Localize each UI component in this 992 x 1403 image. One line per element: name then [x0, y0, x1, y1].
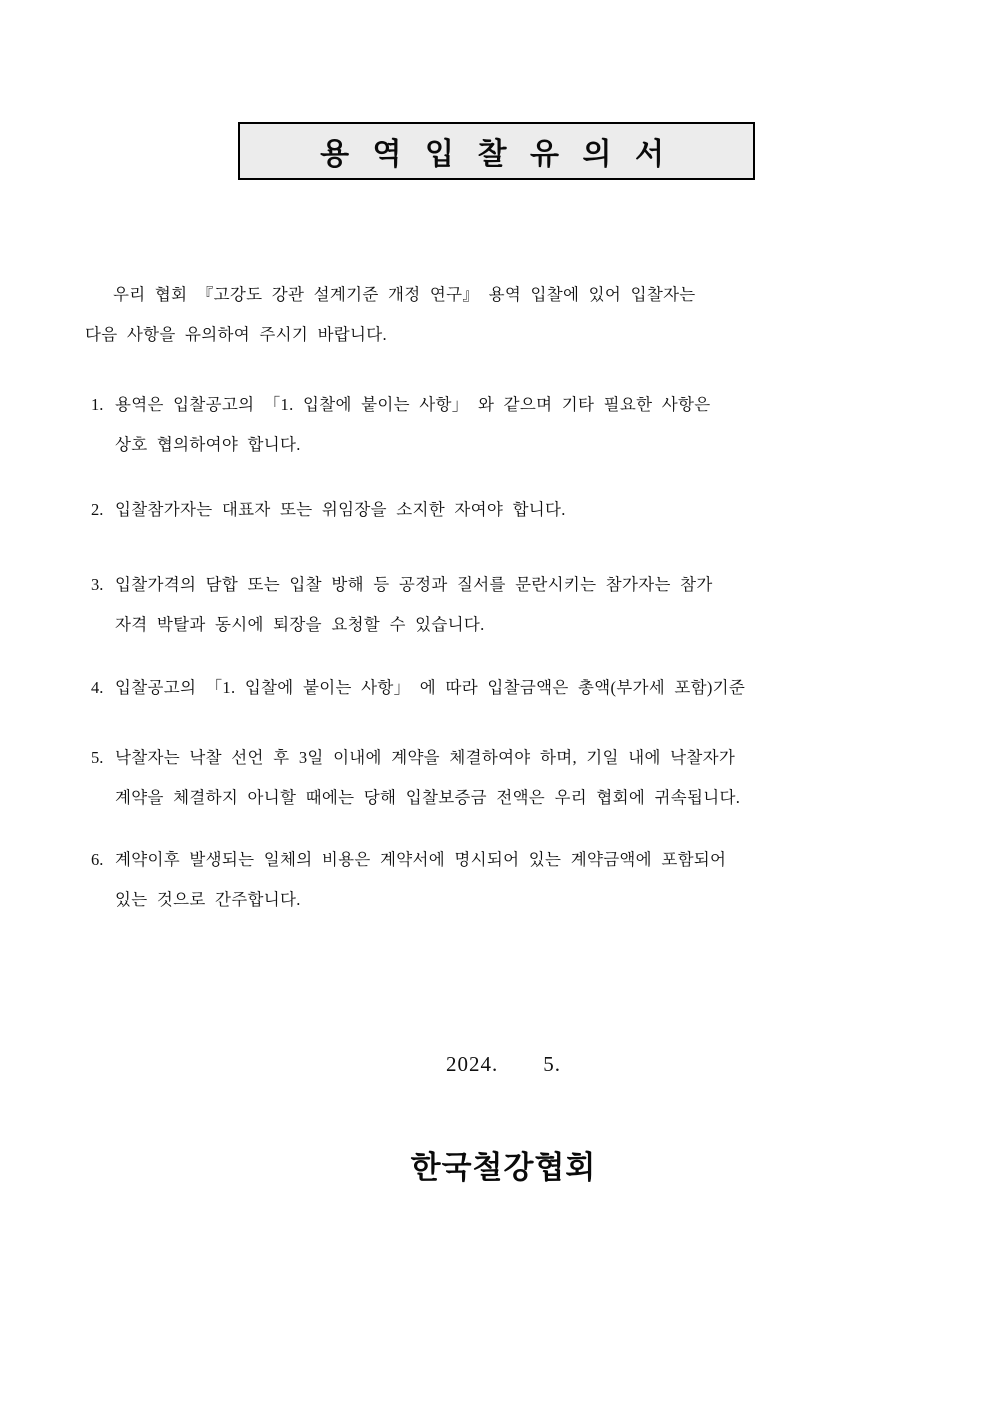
item-line: 입찰참가자는 대표자 또는 위임장을 소지한 자여야 합니다. — [115, 500, 566, 519]
notice-item-1 — [85, 385, 922, 465]
document-date: 2024. 5. — [446, 1052, 561, 1076]
item-line: 입찰가격의 담합 또는 입찰 방해 등 공정과 질서를 문란시키는 참가자는 참가 — [115, 575, 713, 594]
notice-item-5 — [85, 738, 922, 818]
item-text — [115, 738, 922, 818]
item-line: 있는 것으로 간주합니다. — [115, 890, 301, 909]
document-body — [85, 275, 922, 1188]
intro-paragraph — [85, 275, 922, 355]
item-number: 6. — [91, 850, 104, 869]
item-line: 용역은 입찰공고의 「1. 입찰에 붙이는 사항」 와 같으며 기타 필요한 사항은 — [115, 395, 711, 414]
item-number: 3. — [91, 575, 104, 594]
item-line: 낙찰자는 낙찰 선언 후 3일 이내에 계약을 체결하여야 하며, 기일 내에 낙찰자가 — [115, 748, 736, 767]
item-line: 상호 협의하여야 합니다. — [115, 435, 301, 454]
item-text — [115, 490, 922, 530]
item-line: 입찰공고의 「1. 입찰에 붙이는 사항」 에 따라 입찰금액은 총액(부가세 포함)기준 — [115, 678, 746, 697]
notice-item-3 — [85, 565, 922, 645]
item-number: 4. — [91, 678, 104, 697]
intro-line-1: 우리 협회 『고강도 강관 설계기준 개정 연구』 용역 입찰에 있어 입찰자는 — [113, 285, 696, 304]
title-box — [238, 122, 755, 180]
intro-line-2: 다음 사항을 유의하여 주시기 바랍니다. — [85, 325, 387, 344]
item-number: 1. — [91, 395, 104, 414]
organization-name: 한국철강협회 — [410, 1150, 597, 1185]
notice-item-6 — [85, 840, 922, 920]
item-line: 자격 박탈과 동시에 퇴장을 요청할 수 있습니다. — [115, 615, 485, 634]
item-number: 5. — [91, 748, 104, 767]
notice-item-2 — [85, 490, 922, 530]
item-line: 계약을 체결하지 아니할 때에는 당해 입찰보증금 전액은 우리 협회에 귀속됩니다. — [115, 788, 741, 807]
item-line: 계약이후 발생되는 일체의 비용은 계약서에 명시되어 있는 계약금액에 포함되어 — [115, 850, 727, 869]
item-number: 2. — [91, 500, 104, 519]
item-text — [115, 840, 922, 920]
item-text — [115, 385, 922, 465]
item-text — [115, 668, 922, 708]
item-text — [115, 565, 922, 645]
notice-item-4 — [85, 668, 922, 708]
document-title: 용 역 입 찰 유 의 서 — [320, 138, 672, 171]
